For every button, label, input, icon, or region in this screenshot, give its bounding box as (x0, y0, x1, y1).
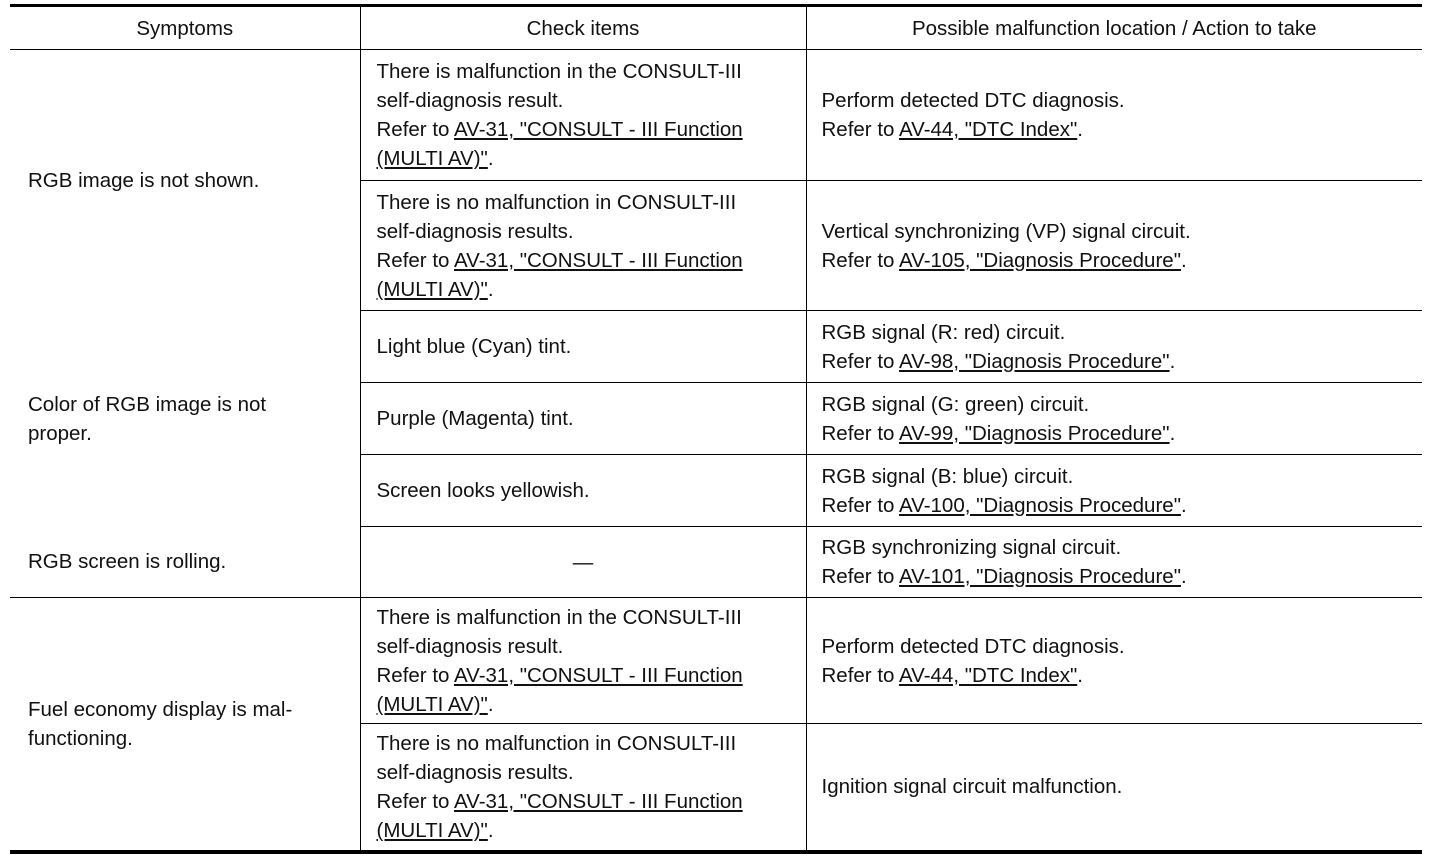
reference-link[interactable]: AV-31, "CONSULT - III Function (454, 789, 743, 813)
check-text: Purple (Magenta) tint. (376, 407, 574, 430)
check-cell (360, 455, 806, 527)
action-link[interactable]: AV-99, "Diagnosis Procedure" (899, 421, 1170, 445)
action-cell: Vertical synchronizing (VP) signal circuit. Refer to AV-105, "Diagnosis Procedure". (806, 181, 1422, 311)
check-text: Light blue (Cyan) tint. (376, 335, 572, 358)
symptom-cell (10, 50, 360, 311)
action-link[interactable]: AV-105, "Diagnosis Procedure" (899, 248, 1181, 272)
refer-label: Refer to (821, 349, 895, 373)
refer-label: Refer to (821, 565, 895, 588)
table-row (10, 311, 1422, 383)
symptom-text: proper. (28, 421, 92, 445)
symptom-text: Fuel economy display is mal- (28, 697, 293, 721)
action-link[interactable]: AV-44, "DTC Index" (899, 663, 1078, 687)
action-link[interactable]: AV-100, "Diagnosis Procedure" (899, 493, 1181, 517)
check-text: There is malfunction in the CONSULT-III (376, 605, 742, 629)
action-link[interactable]: AV-98, "Diagnosis Procedure" (899, 349, 1170, 373)
action-cell: Perform detected DTC diagnosis. Refer to AV-44, "DTC Index". (806, 598, 1422, 724)
check-text: Screen looks yellowish. (376, 479, 590, 502)
reference-link-cont[interactable]: (MULTI AV)" (376, 818, 488, 842)
check-text: self-diagnosis result. (376, 634, 564, 658)
refer-label: Refer to (821, 118, 895, 141)
header-check-items: Check items (360, 6, 806, 50)
diagnosis-table (10, 4, 1422, 854)
action-cell: Perform detected DTC diagnosis. Refer to AV-44, "DTC Index". (806, 50, 1422, 181)
check-text: self-diagnosis result. (376, 89, 564, 112)
action-text: RGB signal (G: green) circuit. (821, 392, 1090, 416)
refer-label: Refer to (821, 493, 895, 517)
action-cell (806, 724, 1422, 852)
table-row (10, 527, 1422, 598)
header-symptoms: Symptoms (10, 6, 360, 50)
check-text: self-diagnosis results. (376, 219, 574, 243)
reference-link[interactable]: AV-31, "CONSULT - III Function (454, 248, 743, 272)
check-dash: — (572, 550, 594, 574)
reference-link[interactable]: AV-31, "CONSULT - III Function (454, 663, 743, 687)
check-text: self-diagnosis results. (376, 760, 574, 784)
check-cell: There is malfunction in the CONSULT-III self-diagnosis result. Refer to AV-31, "CONSULT - III Function (MULTI AV)". (360, 50, 806, 181)
symptom-cell (10, 527, 360, 598)
reference-link-cont[interactable]: (MULTI AV)" (376, 147, 488, 170)
symptom-text: RGB image is not shown. (28, 168, 260, 192)
refer-label: Refer to (376, 118, 450, 141)
action-cell: RGB signal (R: red) circuit. Refer to AV-98, "Diagnosis Procedure". (806, 311, 1422, 383)
action-cell: RGB signal (B: blue) circuit. Refer to AV-100, "Diagnosis Procedure". (806, 455, 1422, 527)
action-text: Perform detected DTC diagnosis. (821, 89, 1125, 112)
table-row (10, 50, 1422, 181)
refer-label: Refer to (376, 663, 450, 687)
header-action: Possible malfunction location / Action to take (806, 6, 1422, 50)
action-text: RGB signal (B: blue) circuit. (821, 464, 1074, 488)
action-text: Vertical synchronizing (VP) signal circuit. (821, 219, 1191, 243)
refer-label: Refer to (821, 421, 895, 445)
reference-link[interactable]: AV-31, "CONSULT - III Function (454, 118, 743, 141)
symptom-text: RGB screen is rolling. (28, 550, 227, 574)
action-text: Perform detected DTC diagnosis. (821, 634, 1125, 658)
check-cell: There is malfunction in the CONSULT-III self-diagnosis result. Refer to AV-31, "CONSULT - III Function (MULTI AV)". (360, 598, 806, 724)
symptom-text: Color of RGB image is not (28, 392, 267, 416)
check-cell: There is no malfunction in CONSULT-III self-diagnosis results. Refer to AV-31, "CONSULT - III Function (MULTI AV)". (360, 181, 806, 311)
header-row (10, 6, 1422, 50)
refer-label: Refer to (376, 248, 450, 272)
check-text: There is no malfunction in CONSULT-III (376, 731, 737, 755)
action-cell: RGB signal (G: green) circuit. Refer to AV-99, "Diagnosis Procedure". (806, 383, 1422, 455)
reference-link-cont[interactable]: (MULTI AV)" (376, 692, 488, 716)
table-row (10, 598, 1422, 724)
refer-label: Refer to (376, 789, 450, 813)
check-cell (360, 383, 806, 455)
symptom-cell (10, 598, 360, 852)
check-text: There is no malfunction in CONSULT-III (376, 190, 737, 214)
symptom-cell (10, 311, 360, 527)
reference-link-cont[interactable]: (MULTI AV)" (376, 277, 488, 301)
refer-label: Refer to (821, 663, 895, 687)
check-cell: There is no malfunction in CONSULT-III self-diagnosis results. Refer to AV-31, "CONSULT - III Function (MULTI AV)". (360, 724, 806, 852)
action-link[interactable]: AV-101, "Diagnosis Procedure" (899, 565, 1181, 588)
action-cell: RGB synchronizing signal circuit. Refer to AV-101, "Diagnosis Procedure". (806, 527, 1422, 598)
check-cell (360, 527, 806, 598)
check-cell (360, 311, 806, 383)
symptom-text: functioning. (28, 726, 133, 750)
action-text: RGB synchronizing signal circuit. (821, 536, 1122, 559)
check-text: There is malfunction in the CONSULT-III (376, 60, 742, 83)
action-text: RGB signal (R: red) circuit. (821, 320, 1066, 344)
action-link[interactable]: AV-44, "DTC Index" (899, 118, 1078, 141)
action-text: Ignition signal circuit malfunction. (821, 775, 1123, 799)
refer-label: Refer to (821, 248, 895, 272)
